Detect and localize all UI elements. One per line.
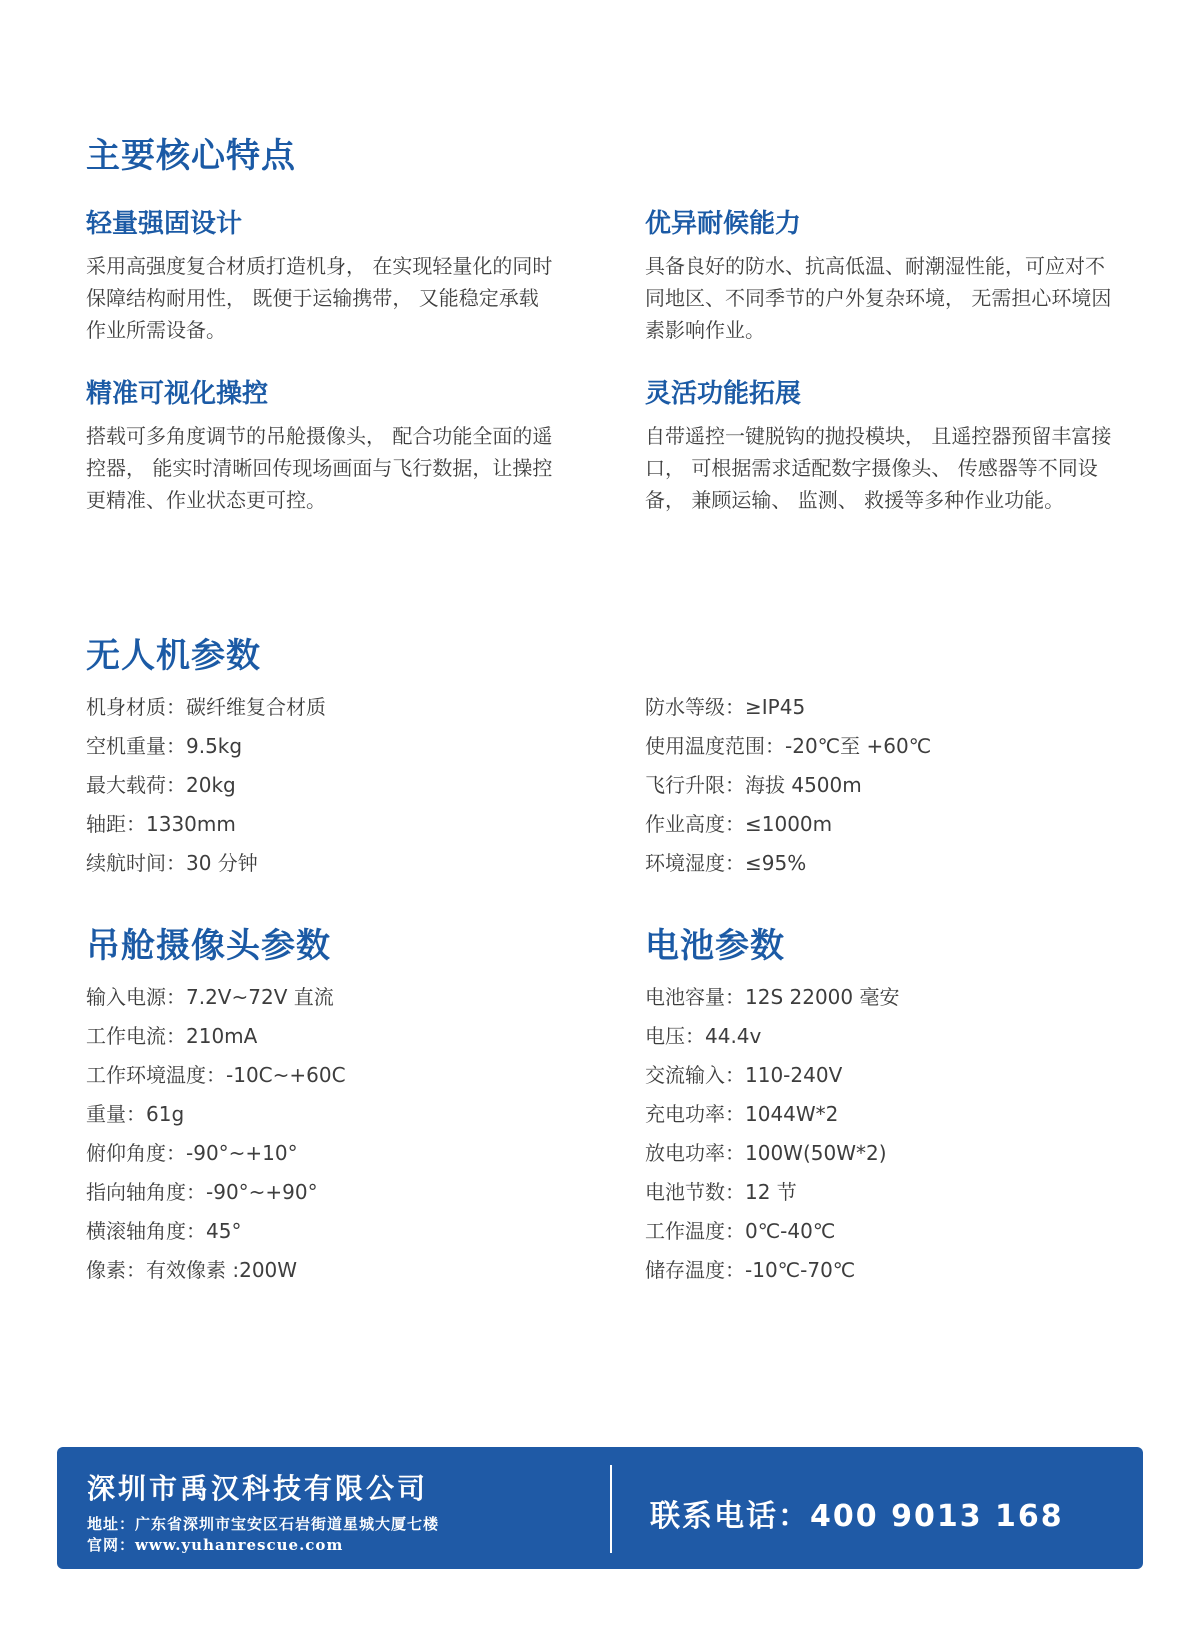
feature-text-weather: 具备良好的防水、抗高低温、耐潮湿性能，可应对不同地区、不同季节的户外复杂环境， 无需担心环境因素影响作业。 bbox=[645, 254, 1112, 342]
company-name: 深圳市禹汉科技有限公司 bbox=[87, 1472, 429, 1505]
spec-item: 放电功率：100W(50W*2) bbox=[645, 1141, 887, 1165]
footer-divider bbox=[610, 1465, 612, 1553]
spec-item: 指向轴角度：-90°~+90° bbox=[86, 1180, 318, 1204]
contact-phone bbox=[650, 1491, 1064, 1535]
feature-title-weather: 优异耐候能力 bbox=[645, 209, 802, 239]
spec-item: 储存温度：-10℃-70℃ bbox=[645, 1258, 856, 1282]
spec-item: 重量：61g bbox=[86, 1102, 185, 1126]
company-website: 官网：www.yuhanrescue.com bbox=[87, 1536, 344, 1554]
spec-item: 工作电流：210mA bbox=[86, 1024, 258, 1048]
spec-item: 飞行升限：海拔 4500m bbox=[645, 773, 862, 797]
feature-text-extension: 自带遥控一键脱钩的抛投模块， 且遥控器预留丰富接口， 可根据需求适配数字摄像头、 传感器等不同设备， 兼顾运输、 监测、 救援等多种作业功能。 bbox=[645, 424, 1112, 512]
company-address: 地址：广东省深圳市宝安区石岩街道星城大厦七楼 bbox=[87, 1515, 440, 1533]
spec-item: 环境湿度：≤95% bbox=[645, 851, 807, 875]
spec-item: 机身材质：碳纤维复合材质 bbox=[86, 695, 326, 719]
spec-item: 电池容量：12S 22000 毫安 bbox=[645, 985, 900, 1009]
spec-item: 交流输入：110-240V bbox=[645, 1063, 843, 1087]
contact-footer-banner bbox=[57, 1447, 1143, 1569]
spec-item: 空机重量：9.5kg bbox=[86, 734, 243, 758]
feature-text-control: 搭载可多角度调节的吊舱摄像头， 配合功能全面的遥控器， 能实时清晰回传现场画面与飞行数据，让操控更精准、作业状态更可控。 bbox=[86, 424, 553, 512]
spec-item: 像素：有效像素 :200W bbox=[86, 1258, 298, 1282]
spec-item: 横滚轴角度：45° bbox=[86, 1219, 242, 1243]
features-title: 主要核心特点 bbox=[86, 136, 296, 176]
spec-item: 续航时间：30 分钟 bbox=[86, 851, 258, 875]
spec-item: 最大载荷：20kg bbox=[86, 773, 236, 797]
feature-text-lightweight: 采用高强度复合材质打造机身， 在实现轻量化的同时保障结构耐用性， 既便于运输携带， 又能稳定承载作业所需设备。 bbox=[86, 254, 553, 342]
spec-item: 电压：44.4v bbox=[645, 1024, 762, 1048]
battery-params-list bbox=[645, 978, 899, 1290]
spec-item: 输入电源：7.2V~72V 直流 bbox=[86, 985, 334, 1009]
feature-title-extension: 灵活功能拓展 bbox=[645, 379, 802, 409]
spec-item: 电池节数：12 节 bbox=[645, 1180, 797, 1204]
spec-item: 作业高度：≤1000m bbox=[645, 812, 833, 836]
drone-params-left-list bbox=[86, 688, 326, 883]
spec-item: 工作温度：0℃-40℃ bbox=[645, 1219, 836, 1243]
spec-item: 充电功率：1044W*2 bbox=[645, 1102, 839, 1126]
spec-item: 使用温度范围：-20℃至 +60℃ bbox=[645, 734, 932, 758]
phone-number: 400 9013 168 bbox=[810, 1499, 1064, 1534]
phone-label: 联系电话： bbox=[650, 1499, 810, 1534]
spec-item: 防水等级：≥IP45 bbox=[645, 695, 806, 719]
spec-item: 工作环境温度：-10C~+60C bbox=[86, 1063, 346, 1087]
feature-title-lightweight: 轻量强固设计 bbox=[86, 209, 243, 239]
drone-params-title: 无人机参数 bbox=[86, 636, 261, 676]
battery-params-title: 电池参数 bbox=[645, 926, 785, 966]
spec-item: 俯仰角度：-90°~+10° bbox=[86, 1141, 298, 1165]
spec-item: 轴距：1330mm bbox=[86, 812, 236, 836]
gimbal-params-list bbox=[86, 978, 346, 1290]
drone-params-right-list bbox=[645, 688, 931, 883]
feature-title-control: 精准可视化操控 bbox=[86, 379, 269, 409]
gimbal-params-title: 吊舱摄像头参数 bbox=[86, 926, 331, 966]
